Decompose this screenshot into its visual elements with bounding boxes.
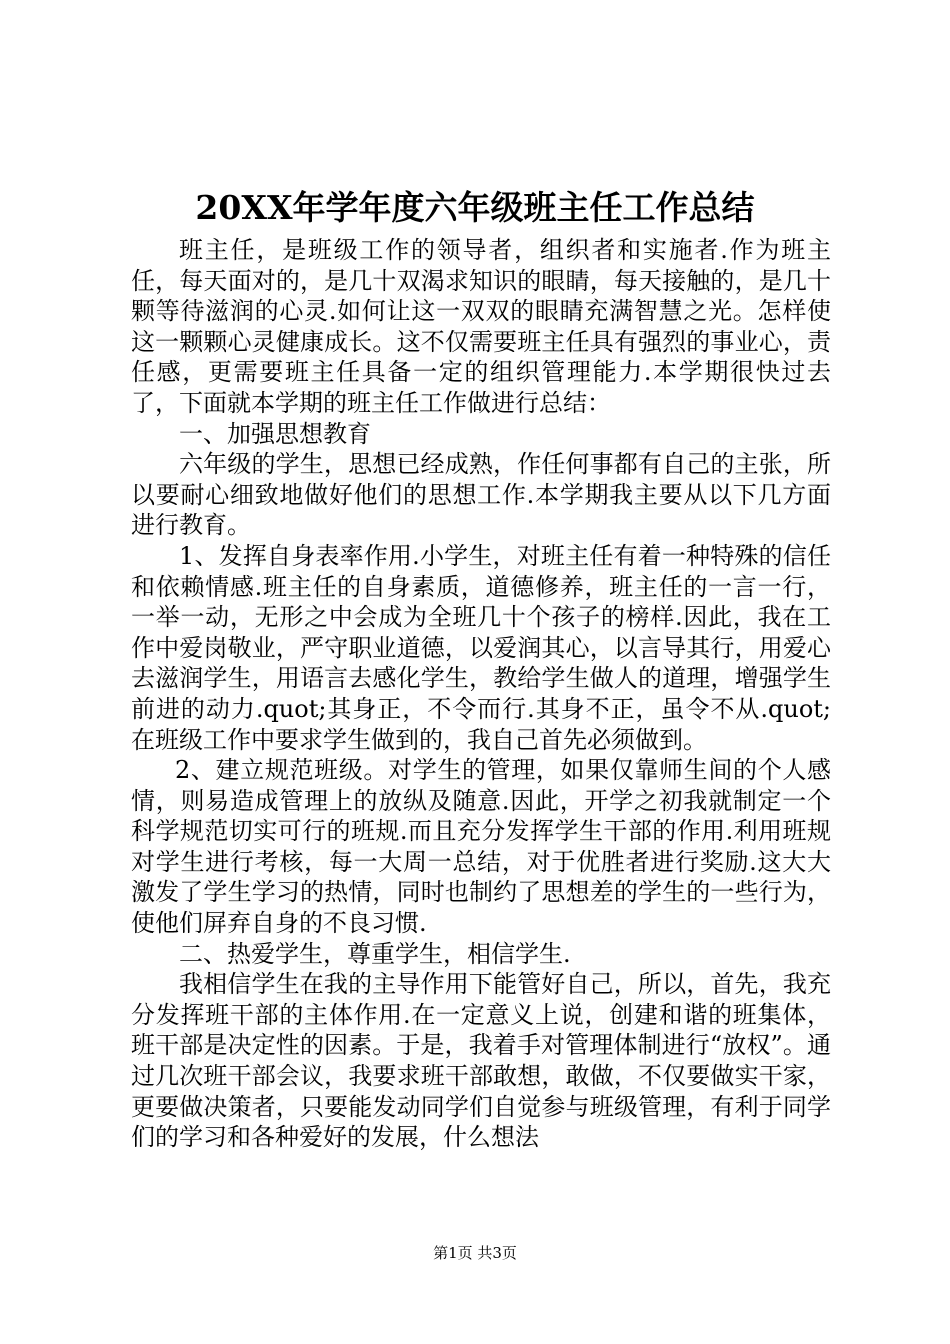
paragraph-item-1: 1、发挥自身表率作用.小学生，对班主任有着一种特殊的信任和依赖情感.班主任的自身素质，道德修养，班主任的一言一行，一举一动，无形之中会成为全班几十个孩子的榜样.因此，我在工作中爱岗敬业，严守职业道德，以爱润其心，以言导其行，用爱心去滋润学生，用语言去感化学生，教给学生做人的道理，增强学生前进的动力.quot;其身正，不令而行.其身不正，虽令不从.quot;在班级工作中要求学生做到的，我自己首先必须做到。 [131,541,831,754]
document-title: 20XX年学年度六年级班主任工作总结 [195,188,755,227]
paragraph-item-2: 2、建立规范班级。对学生的管理，如果仅靠师生间的个人感情，则易造成管理上的放纵及随意.因此，开学之初我就制定一个科学规范切实可行的班规.而且充分发挥学生干部的作用.利用班规对学生进行考核，每一大周一总结，对于优胜者进行奖励.这大大激发了学生学习的热情，同时也制约了思想差的学生的一些行为，使他们屏弃自身的不良习惯. [131,756,831,938]
section-heading-1: 一、加强思想教育 [179,419,371,448]
paragraph-intro: 班主任，是班级工作的领导者，组织者和实施者.作为班主任，每天面对的，是几十双渴求知识的眼睛，每天接触的，是几十颗等待滋润的心灵.如何让这一双双的眼睛充满智慧之光。怎样使这一颗颗心灵健康成长。这不仅需要班主任具有强烈的事业心，责任感，更需要班主任具备一定的组织管理能力.本学期很快过去了，下面就本学期的班主任工作做进行总结： [131,236,831,417]
paragraph-section-2: 我相信学生在我的主导作用下能管好自己，所以，首先，我充分发挥班干部的主体作用.在一定意义上说，创建和谐的班集体，班干部是决定性的因素。于是，我着手对管理体制进行“放权”。通过几次班干部会议，我要求班干部敢想，敢做，不仅要做实干家，更要做决策者，只要能发动同学们自觉参与班级管理，有利于同学们的学习和各种爱好的发展，什么想法 [131,970,831,1152]
document-body [131,235,831,1153]
paragraph-section-1: 六年级的学生，思想已经成熟，作任何事都有自己的主张，所以要耐心细致地做好他们的思想工作.本学期我主要从以下几方面进行教育。 [131,450,831,540]
section-heading-2: 二、热爱学生，尊重学生，相信学生. [179,939,571,968]
page-footer: 第1页 共3页 [433,1244,517,1262]
